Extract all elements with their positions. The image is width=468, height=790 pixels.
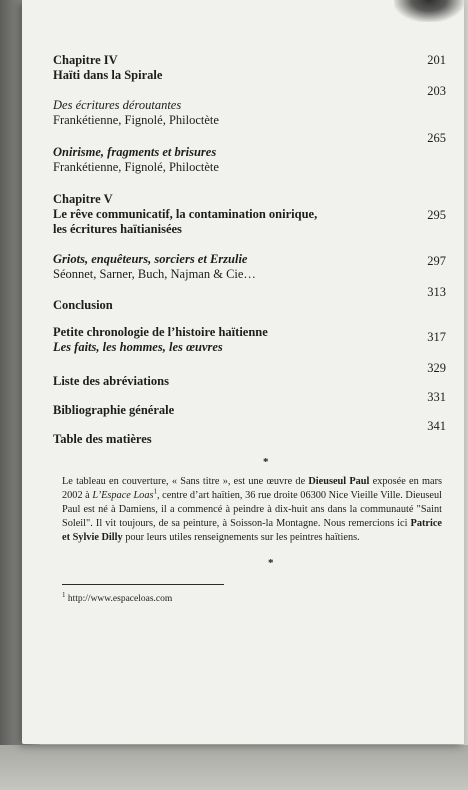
toc-entry-chapitre-v [53,192,453,237]
footnote [62,590,173,605]
footnote-mark: 1 [62,590,66,599]
toc-entry-chapitre-iv [53,53,453,83]
note-gallery: L’Espace Loas [92,490,154,501]
separator-star: * [268,557,274,569]
toc-entry-table-des-matieres [53,432,453,447]
note-thanks: Patrice et Sylvie Dilly [62,518,442,543]
toc-line: Haïti dans la Spirale [53,68,163,82]
background-bottom [0,745,468,790]
toc-page-number: 203 [427,84,446,98]
footnote-reference: 1 [153,487,157,496]
toc-line: Conclusion [53,298,113,312]
toc-entry-ecritures [53,98,453,128]
note-artist: Dieuseul Paul [308,476,370,487]
toc-line: Séonnet, Sarner, Buch, Najman & Cie… [53,267,256,281]
page-corner-shadow [394,0,464,22]
footnote-url: http://www.espaceloas.com [65,594,173,604]
toc-line: Chapitre IV [53,53,118,67]
toc-line: Des écritures déroutantes [53,98,182,112]
toc-entry-bibliographie [53,403,453,418]
toc-line: Frankétienne, Fignolé, Philoctète [53,113,219,127]
toc-line: Table des matières [53,432,152,446]
toc-page-number: 331 [427,390,446,404]
toc-line: Bibliographie générale [53,403,175,417]
toc-entry-griots [53,252,453,282]
toc-line: Frankétienne, Fignolé, Philoctète [53,160,219,174]
toc-line: Onirisme, fragments et brisures [53,145,217,159]
toc-page-number: 317 [427,330,446,344]
toc-entry-conclusion [53,298,453,313]
book-page [22,0,464,744]
toc-line: Liste des abréviations [53,374,169,388]
footnote-rule [62,584,224,585]
toc-page-number: 341 [427,419,446,433]
note-text: Le tableau en couverture, « Sans titre », est une œuvre de [62,476,309,487]
toc-page-number: 297 [427,254,446,268]
toc-page-number: 295 [427,208,446,222]
toc-page-number: 265 [427,131,446,145]
toc-line: Le rêve communicatif, la contamination onirique, [53,207,318,221]
toc-entry-onirisme [53,145,453,175]
toc-line: Les faits, les hommes, les œuvres [53,340,223,354]
toc-line: Petite chronologie de l’histoire haïtienne [53,325,268,339]
note-text: pour leurs utiles renseignements sur les peintres haïtiens. [122,532,360,543]
note-text: exposée en mars 2002 à [62,476,443,501]
toc-entry-chronologie [53,325,453,355]
toc-line: Griots, enquêteurs, sorciers et Erzulie [53,252,248,266]
toc-page-number: 329 [427,361,446,375]
cover-note [62,475,442,545]
toc-page-number: 313 [427,285,446,299]
toc-line: les écritures haïtianisées [53,222,182,236]
note-text: , centre d’art haïtien, 36 rue droite 06300 Nice Vieille Ville. Dieuseul Paul est né à Damiens, il a commencé à peindre à dix-huit ans dans la communauté "Saint Soleil". Il vit toujours, de sa peinture, à Soisson-la Montagne. Nous remercions ici [62,490,442,529]
toc-page-number: 201 [427,53,446,67]
toc-entry-abreviations [53,374,453,389]
separator-star: * [263,456,269,468]
toc-line: Chapitre V [53,192,113,206]
